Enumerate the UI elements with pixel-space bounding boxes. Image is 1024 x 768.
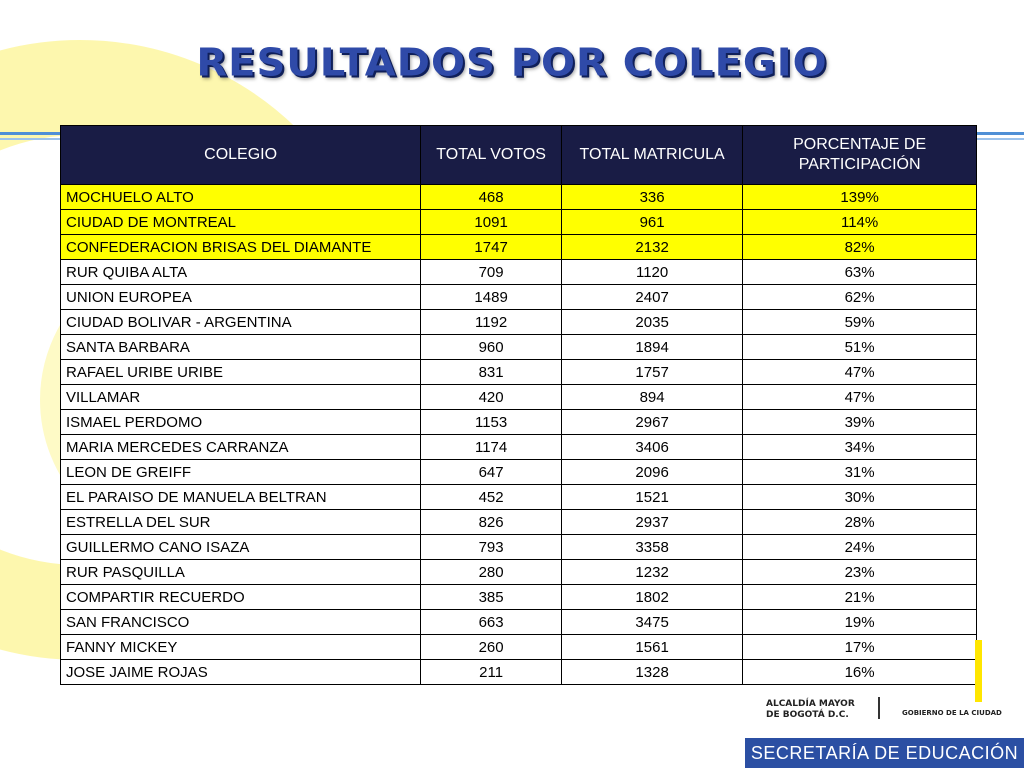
cell-total-votos: 1091 [421, 210, 562, 235]
cell-porcentaje: 31% [743, 460, 977, 485]
cell-total-matricula: 2967 [562, 410, 743, 435]
cell-total-votos: 385 [421, 585, 562, 610]
table-row [61, 310, 977, 335]
table-row [61, 510, 977, 535]
table-row [61, 360, 977, 385]
cell-total-matricula: 961 [562, 210, 743, 235]
yellow-accent-bar [975, 640, 982, 702]
cell-colegio: FANNY MICKEY [61, 635, 421, 660]
cell-total-votos: 663 [421, 610, 562, 635]
table-row [61, 460, 977, 485]
cell-total-votos: 1192 [421, 310, 562, 335]
cell-total-matricula: 1561 [562, 635, 743, 660]
cell-colegio: CIUDAD DE MONTREAL [61, 210, 421, 235]
header-colegio: COLEGIO [61, 126, 421, 185]
cell-colegio: RAFAEL URIBE URIBE [61, 360, 421, 385]
table-row [61, 285, 977, 310]
cell-total-votos: 826 [421, 510, 562, 535]
cell-total-votos: 1747 [421, 235, 562, 260]
cell-total-matricula: 2937 [562, 510, 743, 535]
cell-porcentaje: 28% [743, 510, 977, 535]
cell-total-matricula: 2035 [562, 310, 743, 335]
cell-porcentaje: 114% [743, 210, 977, 235]
cell-total-votos: 1153 [421, 410, 562, 435]
cell-colegio: MOCHUELO ALTO [61, 185, 421, 210]
cell-colegio: COMPARTIR RECUERDO [61, 585, 421, 610]
cell-porcentaje: 30% [743, 485, 977, 510]
header-porcentaje: PORCENTAJE DE PARTICIPACIÓN [743, 126, 977, 185]
cell-colegio: SAN FRANCISCO [61, 610, 421, 635]
cell-colegio: GUILLERMO CANO ISAZA [61, 535, 421, 560]
cell-total-votos: 260 [421, 635, 562, 660]
table-row [61, 185, 977, 210]
table-row [61, 235, 977, 260]
cell-porcentaje: 24% [743, 535, 977, 560]
table-row [61, 335, 977, 360]
table-row [61, 410, 977, 435]
cell-colegio: VILLAMAR [61, 385, 421, 410]
cell-colegio: ISMAEL PERDOMO [61, 410, 421, 435]
cell-colegio: UNION EUROPEA [61, 285, 421, 310]
cell-colegio: EL PARAISO DE MANUELA BELTRAN [61, 485, 421, 510]
alcaldia-line2: DE BOGOTÁ D.C. [766, 710, 849, 720]
cell-porcentaje: 139% [743, 185, 977, 210]
cell-colegio: CIUDAD BOLIVAR - ARGENTINA [61, 310, 421, 335]
cell-total-matricula: 894 [562, 385, 743, 410]
cell-colegio: SANTA BARBARA [61, 335, 421, 360]
header-total-matricula: TOTAL MATRICULA [562, 126, 743, 185]
cell-total-votos: 831 [421, 360, 562, 385]
cell-total-matricula: 1894 [562, 335, 743, 360]
cell-total-votos: 793 [421, 535, 562, 560]
cell-total-matricula: 3475 [562, 610, 743, 635]
cell-porcentaje: 51% [743, 335, 977, 360]
cell-porcentaje: 47% [743, 385, 977, 410]
cell-colegio: JOSE JAIME ROJAS [61, 660, 421, 685]
cell-colegio: CONFEDERACION BRISAS DEL DIAMANTE [61, 235, 421, 260]
cell-porcentaje: 34% [743, 435, 977, 460]
cell-colegio: LEON DE GREIFF [61, 460, 421, 485]
cell-total-matricula: 1521 [562, 485, 743, 510]
cell-porcentaje: 59% [743, 310, 977, 335]
cell-total-votos: 647 [421, 460, 562, 485]
cell-total-votos: 1174 [421, 435, 562, 460]
secretaria-footer: SECRETARÍA DE EDUCACIÓN [745, 738, 1024, 768]
table-row [61, 585, 977, 610]
cell-colegio: RUR PASQUILLA [61, 560, 421, 585]
table-row [61, 560, 977, 585]
cell-porcentaje: 62% [743, 285, 977, 310]
cell-total-votos: 1489 [421, 285, 562, 310]
cell-total-matricula: 1328 [562, 660, 743, 685]
results-table [60, 125, 977, 685]
gobierno-label: GOBIERNO DE LA CIUDAD [902, 709, 1002, 717]
table-row [61, 635, 977, 660]
table-row [61, 210, 977, 235]
table-row [61, 535, 977, 560]
cell-total-votos: 211 [421, 660, 562, 685]
table-body [61, 185, 977, 685]
cell-total-votos: 468 [421, 185, 562, 210]
cell-total-votos: 420 [421, 385, 562, 410]
cell-total-votos: 960 [421, 335, 562, 360]
cell-total-matricula: 2132 [562, 235, 743, 260]
cell-porcentaje: 21% [743, 585, 977, 610]
cell-porcentaje: 19% [743, 610, 977, 635]
cell-colegio: ESTRELLA DEL SUR [61, 510, 421, 535]
cell-total-votos: 709 [421, 260, 562, 285]
cell-total-votos: 452 [421, 485, 562, 510]
table-row [61, 485, 977, 510]
cell-total-matricula: 1757 [562, 360, 743, 385]
cell-porcentaje: 23% [743, 560, 977, 585]
cell-total-matricula: 1802 [562, 585, 743, 610]
table-row [61, 610, 977, 635]
cell-total-votos: 280 [421, 560, 562, 585]
slide-title: RESULTADOS POR COLEGIO [196, 41, 828, 85]
table-row [61, 260, 977, 285]
table-row [61, 435, 977, 460]
header-total-votos: TOTAL VOTOS [421, 126, 562, 185]
cell-total-matricula: 3358 [562, 535, 743, 560]
table-row [61, 660, 977, 685]
cell-porcentaje: 47% [743, 360, 977, 385]
cell-colegio: MARIA MERCEDES CARRANZA [61, 435, 421, 460]
alcaldia-line1: ALCALDÍA MAYOR [766, 699, 855, 709]
cell-porcentaje: 17% [743, 635, 977, 660]
table-header-row [61, 126, 977, 185]
cell-total-matricula: 3406 [562, 435, 743, 460]
logo-divider [878, 697, 880, 719]
cell-total-matricula: 336 [562, 185, 743, 210]
cell-colegio: RUR QUIBA ALTA [61, 260, 421, 285]
cell-porcentaje: 63% [743, 260, 977, 285]
cell-total-matricula: 2096 [562, 460, 743, 485]
table-row [61, 385, 977, 410]
cell-total-matricula: 1232 [562, 560, 743, 585]
cell-porcentaje: 82% [743, 235, 977, 260]
cell-porcentaje: 16% [743, 660, 977, 685]
cell-porcentaje: 39% [743, 410, 977, 435]
cell-total-matricula: 1120 [562, 260, 743, 285]
cell-total-matricula: 2407 [562, 285, 743, 310]
